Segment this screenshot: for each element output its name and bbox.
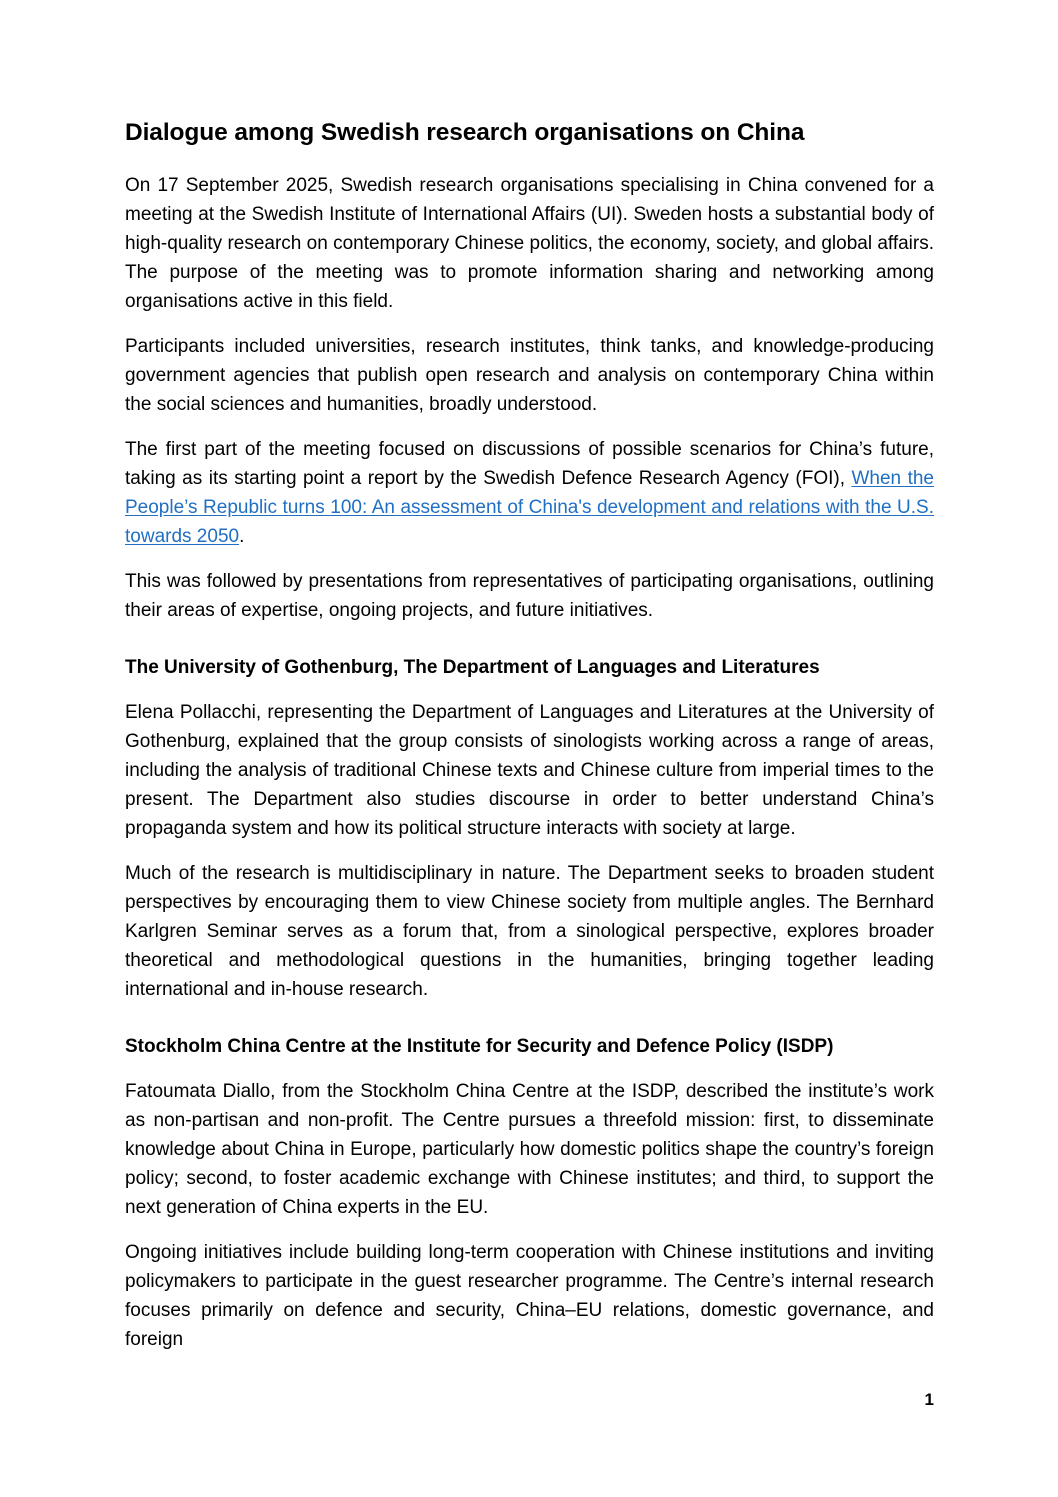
document-body bbox=[125, 118, 934, 1370]
report-paragraph-tail-text: . bbox=[239, 525, 245, 547]
paragraph-intro-2: Participants included universities, research institutes, think tanks, and knowledge-producing government agencies that publish open research and analysis on contemporary China within the social sciences and humanities, broadly understood. bbox=[125, 335, 934, 415]
paragraph-intro-1: On 17 September 2025, Swedish research organisations specialising in China convened for a meeting at the Swedish Institute of International Affairs (UI). Sweden hosts a substantial body of high-quality research on contemporary Chinese politics, the economy, society, and global affairs. The purpose of the meeting was to promote information sharing and networking among organisations active in this field. bbox=[125, 174, 934, 312]
paragraph-isdp-1: Fatoumata Diallo, from the Stockholm China Centre at the ISDP, described the institute’s work as non-partisan and non-profit. The Centre pursues a threefold mission: first, to disseminate knowledge about China in Europe, particularly how domestic politics shape the country’s foreign policy; second, to foster academic exchange with Chinese institutes; and third, to support the next generation of China experts in the EU. bbox=[125, 1080, 934, 1218]
paragraph-gothenburg-1: Elena Pollacchi, representing the Department of Languages and Literatures at the University of Gothenburg, explained that the group consists of sinologists working across a range of areas, including the analysis of traditional Chinese texts and Chinese culture from imperial times to the present. The Department also studies discourse in order to better understand China’s propaganda system and how its political structure interacts with society at large. bbox=[125, 701, 934, 839]
paragraph-gothenburg-2: Much of the research is multidisciplinary in nature. The Department seeks to broaden student perspectives by encouraging them to view Chinese society from multiple angles. The Bernhard Karlgren Seminar serves as a forum that, from a sinological perspective, explores broader theoretical and methodological questions in the humanities, bringing together leading international and in-house research. bbox=[125, 862, 934, 1000]
paragraph-report-link bbox=[125, 435, 934, 551]
report-paragraph-lead-text: The first part of the meeting focused on discussions of possible scenarios for China’s future, taking as its starting point a report by the Swedish Defence Research Agency (FOI), bbox=[125, 438, 934, 489]
page-number-footer: 1 bbox=[924, 1390, 934, 1409]
paragraph-intro-3: This was followed by presentations from representatives of participating organisations, outlining their areas of expertise, ongoing projects, and future initiatives. bbox=[125, 570, 934, 621]
paragraph-isdp-2: Ongoing initiatives include building long-term cooperation with Chinese institutions and inviting policymakers to participate in the guest researcher programme. The Centre’s internal research focuses primarily on defence and security, China–EU relations, domestic governance, and foreign bbox=[125, 1241, 934, 1350]
section-heading-isdp: Stockholm China Centre at the Institute for Security and Defence Policy (ISDP) bbox=[125, 1035, 834, 1057]
foi-report-link[interactable]: When the People’s Republic turns 100: An assessment of China's development and relations with the U.S. towards 2050 bbox=[125, 467, 934, 547]
section-heading-gothenburg: The University of Gothenburg, The Department of Languages and Literatures bbox=[125, 656, 820, 678]
page-title: Dialogue among Swedish research organisations on China bbox=[125, 119, 805, 146]
